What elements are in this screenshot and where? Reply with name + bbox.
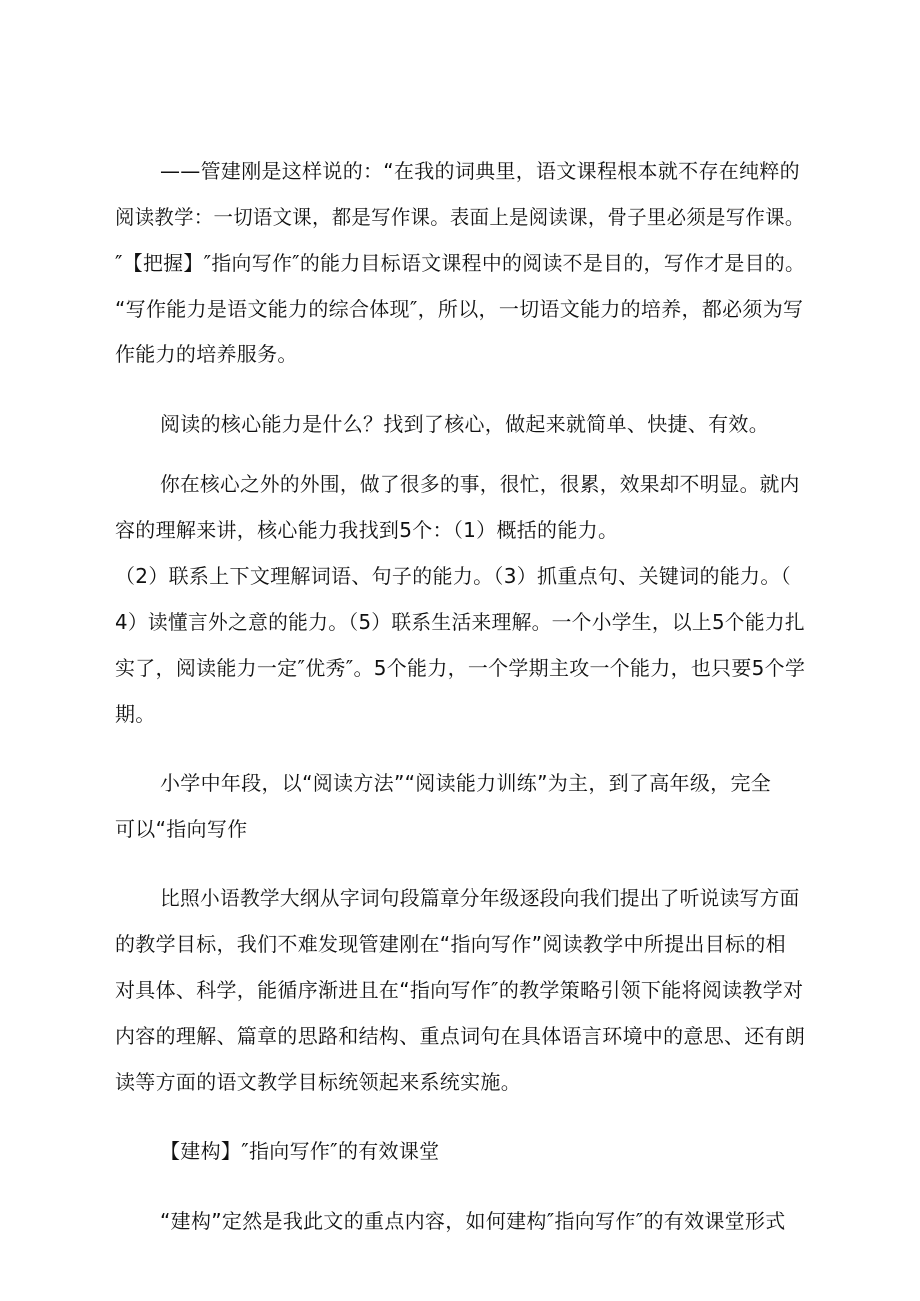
text-line: 4）读懂言外之意的能力。（5）联系生活来理解。一个小学生，以上5个能力扎 xyxy=(115,610,805,634)
section-heading: 【建构】″指向写作″的有效课堂 xyxy=(160,1139,440,1163)
text-line: 可以“指向写作 xyxy=(115,817,248,841)
text-line: 阅读教学：一切语文课，都是写作课。表面上是阅读课，骨子里必须是写作课。 xyxy=(115,205,805,229)
text-line: 内容的理解、篇章的思路和结构、重点词句在具体语言环境中的意思、还有朗 xyxy=(115,1024,806,1048)
text-line: （2）联系上下文理解词语、句子的能力。（3）抓重点句、关键词的能力。（ xyxy=(115,564,791,588)
text-line: 作能力的培养服务。 xyxy=(115,342,298,366)
text-line: 比照小语教学大纲从字词句段篇章分年级逐段向我们提出了听说读写方面 xyxy=(160,886,800,910)
text-line: “写作能力是语文能力的综合体现″，所以，一切语文能力的培养，都必须为写 xyxy=(115,297,804,321)
text-line: 阅读的核心能力是什么？找到了核心，做起来就简单、快捷、有效。 xyxy=(160,412,769,436)
text-line: 实了，阅读能力一定″优秀″。5个能力，一个学期主攻一个能力，也只要5个学 xyxy=(115,656,806,680)
text-line: 容的理解来讲，核心能力我找到5个：（1）概括的能力。 xyxy=(115,518,619,542)
text-line: 对具体、科学，能循序渐进且在“指向写作″的教学策略引领下能将阅读教学对 xyxy=(115,978,804,1002)
text-line: ——管建刚是这样说的：“在我的词典里，语文课程根本就不存在纯粹的 xyxy=(160,159,800,183)
text-line: ″【把握】″指向写作″的能力目标语文课程中的阅读不是目的，写作才是目的。 xyxy=(115,251,806,275)
text-line: “建构”定然是我此文的重点内容，如何建构″指向写作″的有效课堂形式 xyxy=(160,1209,786,1233)
text-line: 你在核心之外的外围，做了很多的事，很忙，很累，效果却不明显。就内 xyxy=(160,472,800,496)
text-line: 读等方面的语文教学目标统领起来系统实施。 xyxy=(115,1070,521,1094)
text-line: 期。 xyxy=(115,702,156,726)
text-line: 小学中年段，以“阅读方法”“阅读能力训练”为主，到了高年级，完全 xyxy=(160,771,772,795)
text-line: 的教学目标，我们不难发现管建刚在“指向写作”阅读教学中所提出目标的相 xyxy=(115,932,786,956)
